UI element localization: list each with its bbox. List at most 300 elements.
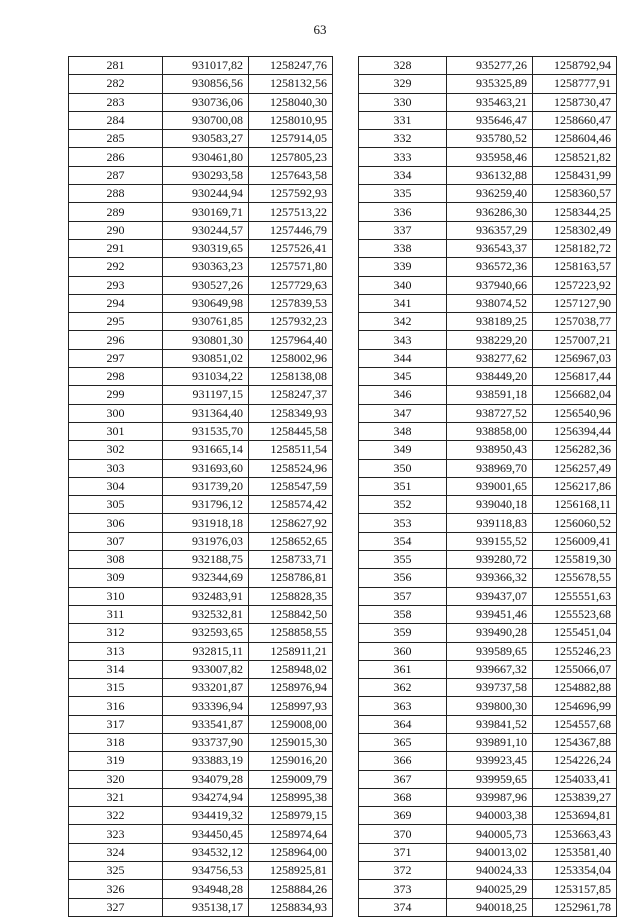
y-coordinate-cell: 1257729,63 (249, 276, 333, 294)
y-coordinate-cell: 1256682,04 (533, 386, 617, 404)
y-coordinate-cell: 1258040,30 (249, 93, 333, 111)
y-coordinate-cell: 1258777,91 (533, 75, 617, 93)
table-row (69, 185, 333, 203)
x-coordinate-cell: 939490,28 (447, 624, 533, 642)
x-coordinate-cell: 939451,46 (447, 605, 533, 623)
coordinates-table-left-body (69, 57, 333, 917)
point-number-cell: 317 (69, 715, 163, 733)
x-coordinate-cell: 938950,43 (447, 441, 533, 459)
point-number-cell: 304 (69, 477, 163, 495)
y-coordinate-cell: 1258964,00 (249, 843, 333, 861)
y-coordinate-cell: 1257571,80 (249, 258, 333, 276)
point-number-cell: 326 (69, 880, 163, 898)
table-row (69, 239, 333, 257)
x-coordinate-cell: 939800,30 (447, 697, 533, 715)
point-number-cell: 289 (69, 203, 163, 221)
table-row (69, 752, 333, 770)
x-coordinate-cell: 939366,32 (447, 569, 533, 587)
table-row (69, 770, 333, 788)
table-row (359, 93, 617, 111)
x-coordinate-cell: 930801,30 (163, 331, 249, 349)
table-row (69, 75, 333, 93)
x-coordinate-cell: 932593,65 (163, 624, 249, 642)
point-number-cell: 282 (69, 75, 163, 93)
y-coordinate-cell: 1259016,20 (249, 752, 333, 770)
point-number-cell: 287 (69, 166, 163, 184)
x-coordinate-cell: 935138,17 (163, 898, 249, 916)
x-coordinate-cell: 934756,53 (163, 862, 249, 880)
table-row (359, 441, 617, 459)
x-coordinate-cell: 939987,96 (447, 788, 533, 806)
table-row (69, 788, 333, 806)
y-coordinate-cell: 1257446,79 (249, 221, 333, 239)
point-number-cell: 338 (359, 239, 447, 257)
table-row (69, 587, 333, 605)
table-row (69, 880, 333, 898)
y-coordinate-cell: 1258660,47 (533, 111, 617, 129)
y-coordinate-cell: 1256257,49 (533, 459, 617, 477)
x-coordinate-cell: 934450,45 (163, 825, 249, 843)
x-coordinate-cell: 930319,65 (163, 239, 249, 257)
point-number-cell: 324 (69, 843, 163, 861)
y-coordinate-cell: 1256394,44 (533, 422, 617, 440)
y-coordinate-cell: 1258302,49 (533, 221, 617, 239)
y-coordinate-cell: 1258997,93 (249, 697, 333, 715)
point-number-cell: 350 (359, 459, 447, 477)
x-coordinate-cell: 931535,70 (163, 422, 249, 440)
y-coordinate-cell: 1252961,78 (533, 898, 617, 916)
x-coordinate-cell: 930244,94 (163, 185, 249, 203)
table-row (359, 313, 617, 331)
point-number-cell: 345 (359, 368, 447, 386)
table-row (359, 422, 617, 440)
y-coordinate-cell: 1258828,35 (249, 587, 333, 605)
table-row (69, 130, 333, 148)
table-row (359, 276, 617, 294)
y-coordinate-cell: 1253663,43 (533, 825, 617, 843)
y-coordinate-cell: 1258138,08 (249, 368, 333, 386)
x-coordinate-cell: 934948,28 (163, 880, 249, 898)
table-row (69, 532, 333, 550)
y-coordinate-cell: 1258445,58 (249, 422, 333, 440)
table-row (69, 569, 333, 587)
point-number-cell: 368 (359, 788, 447, 806)
table-row (359, 532, 617, 550)
table-row (359, 57, 617, 75)
point-number-cell: 367 (359, 770, 447, 788)
y-coordinate-cell: 1258604,46 (533, 130, 617, 148)
table-row (69, 477, 333, 495)
x-coordinate-cell: 932532,81 (163, 605, 249, 623)
y-coordinate-cell: 1254033,41 (533, 770, 617, 788)
point-number-cell: 349 (359, 441, 447, 459)
x-coordinate-cell: 938969,70 (447, 459, 533, 477)
x-coordinate-cell: 940024,33 (447, 862, 533, 880)
x-coordinate-cell: 938858,00 (447, 422, 533, 440)
point-number-cell: 348 (359, 422, 447, 440)
x-coordinate-cell: 940005,73 (447, 825, 533, 843)
y-coordinate-cell: 1258976,94 (249, 679, 333, 697)
table-row (359, 587, 617, 605)
point-number-cell: 299 (69, 386, 163, 404)
y-coordinate-cell: 1257038,77 (533, 313, 617, 331)
point-number-cell: 311 (69, 605, 163, 623)
x-coordinate-cell: 939118,83 (447, 514, 533, 532)
table-row (359, 349, 617, 367)
table-row (359, 880, 617, 898)
table-row (69, 807, 333, 825)
table-row (359, 331, 617, 349)
table-row (69, 551, 333, 569)
table-row (69, 203, 333, 221)
table-row (69, 57, 333, 75)
point-number-cell: 312 (69, 624, 163, 642)
table-row (359, 514, 617, 532)
table-row (359, 166, 617, 184)
x-coordinate-cell: 932483,91 (163, 587, 249, 605)
y-coordinate-cell: 1256967,03 (533, 349, 617, 367)
point-number-cell: 309 (69, 569, 163, 587)
table-row (69, 459, 333, 477)
point-number-cell: 325 (69, 862, 163, 880)
table-row (69, 862, 333, 880)
table-row (69, 441, 333, 459)
table-row (359, 642, 617, 660)
table-row (359, 715, 617, 733)
x-coordinate-cell: 936259,40 (447, 185, 533, 203)
point-number-cell: 308 (69, 551, 163, 569)
point-number-cell: 334 (359, 166, 447, 184)
y-coordinate-cell: 1258925,81 (249, 862, 333, 880)
x-coordinate-cell: 936132,88 (447, 166, 533, 184)
y-coordinate-cell: 1257839,53 (249, 294, 333, 312)
point-number-cell: 307 (69, 532, 163, 550)
table-row (69, 642, 333, 660)
table-row (69, 679, 333, 697)
table-row (69, 368, 333, 386)
y-coordinate-cell: 1257932,23 (249, 313, 333, 331)
y-coordinate-cell: 1258547,59 (249, 477, 333, 495)
x-coordinate-cell: 939589,65 (447, 642, 533, 660)
x-coordinate-cell: 940013,02 (447, 843, 533, 861)
x-coordinate-cell: 939001,65 (447, 477, 533, 495)
x-coordinate-cell: 933007,82 (163, 660, 249, 678)
point-number-cell: 329 (359, 75, 447, 93)
table-row (359, 404, 617, 422)
table-row (359, 496, 617, 514)
x-coordinate-cell: 930461,80 (163, 148, 249, 166)
y-coordinate-cell: 1258792,94 (533, 57, 617, 75)
x-coordinate-cell: 938189,25 (447, 313, 533, 331)
y-coordinate-cell: 1258574,42 (249, 496, 333, 514)
point-number-cell: 322 (69, 807, 163, 825)
table-row (69, 349, 333, 367)
point-number-cell: 284 (69, 111, 163, 129)
table-row (359, 733, 617, 751)
x-coordinate-cell: 939841,52 (447, 715, 533, 733)
x-coordinate-cell: 930856,56 (163, 75, 249, 93)
x-coordinate-cell: 931739,20 (163, 477, 249, 495)
point-number-cell: 373 (359, 880, 447, 898)
x-coordinate-cell: 938229,20 (447, 331, 533, 349)
y-coordinate-cell: 1257223,92 (533, 276, 617, 294)
x-coordinate-cell: 938074,52 (447, 294, 533, 312)
y-coordinate-cell: 1258002,96 (249, 349, 333, 367)
x-coordinate-cell: 935325,89 (447, 75, 533, 93)
x-coordinate-cell: 935780,52 (447, 130, 533, 148)
table-row (359, 459, 617, 477)
x-coordinate-cell: 936357,29 (447, 221, 533, 239)
table-row (359, 843, 617, 861)
table-row (359, 75, 617, 93)
y-coordinate-cell: 1256060,52 (533, 514, 617, 532)
x-coordinate-cell: 939667,32 (447, 660, 533, 678)
point-number-cell: 327 (69, 898, 163, 916)
x-coordinate-cell: 930851,02 (163, 349, 249, 367)
y-coordinate-cell: 1257526,41 (249, 239, 333, 257)
y-coordinate-cell: 1258730,47 (533, 93, 617, 111)
point-number-cell: 362 (359, 679, 447, 697)
y-coordinate-cell: 1258627,92 (249, 514, 333, 532)
point-number-cell: 290 (69, 221, 163, 239)
point-number-cell: 315 (69, 679, 163, 697)
x-coordinate-cell: 931976,03 (163, 532, 249, 550)
point-number-cell: 357 (359, 587, 447, 605)
point-number-cell: 320 (69, 770, 163, 788)
x-coordinate-cell: 931665,14 (163, 441, 249, 459)
x-coordinate-cell: 930169,71 (163, 203, 249, 221)
x-coordinate-cell: 934532,12 (163, 843, 249, 861)
table-row (359, 368, 617, 386)
table-row (69, 221, 333, 239)
y-coordinate-cell: 1255451,04 (533, 624, 617, 642)
x-coordinate-cell: 930527,26 (163, 276, 249, 294)
point-number-cell: 343 (359, 331, 447, 349)
point-number-cell: 336 (359, 203, 447, 221)
point-number-cell: 370 (359, 825, 447, 843)
y-coordinate-cell: 1256282,36 (533, 441, 617, 459)
table-row (359, 203, 617, 221)
y-coordinate-cell: 1258834,93 (249, 898, 333, 916)
point-number-cell: 340 (359, 276, 447, 294)
point-number-cell: 302 (69, 441, 163, 459)
point-number-cell: 363 (359, 697, 447, 715)
y-coordinate-cell: 1258360,57 (533, 185, 617, 203)
point-number-cell: 331 (359, 111, 447, 129)
point-number-cell: 297 (69, 349, 163, 367)
y-coordinate-cell: 1255523,68 (533, 605, 617, 623)
x-coordinate-cell: 934274,94 (163, 788, 249, 806)
x-coordinate-cell: 933737,90 (163, 733, 249, 751)
y-coordinate-cell: 1257805,23 (249, 148, 333, 166)
point-number-cell: 351 (359, 477, 447, 495)
x-coordinate-cell: 930736,06 (163, 93, 249, 111)
x-coordinate-cell: 936543,37 (447, 239, 533, 257)
table-row (359, 624, 617, 642)
point-number-cell: 292 (69, 258, 163, 276)
table-row (69, 294, 333, 312)
y-coordinate-cell: 1255819,30 (533, 551, 617, 569)
point-number-cell: 359 (359, 624, 447, 642)
table-row (69, 843, 333, 861)
y-coordinate-cell: 1259009,79 (249, 770, 333, 788)
point-number-cell: 318 (69, 733, 163, 751)
y-coordinate-cell: 1258652,65 (249, 532, 333, 550)
point-number-cell: 283 (69, 93, 163, 111)
point-number-cell: 339 (359, 258, 447, 276)
y-coordinate-cell: 1258884,26 (249, 880, 333, 898)
point-number-cell: 306 (69, 514, 163, 532)
y-coordinate-cell: 1257643,58 (249, 166, 333, 184)
point-number-cell: 346 (359, 386, 447, 404)
y-coordinate-cell: 1257964,40 (249, 331, 333, 349)
point-number-cell: 310 (69, 587, 163, 605)
table-row (359, 294, 617, 312)
x-coordinate-cell: 939155,52 (447, 532, 533, 550)
table-row (359, 258, 617, 276)
x-coordinate-cell: 932815,11 (163, 642, 249, 660)
table-row (359, 679, 617, 697)
x-coordinate-cell: 930649,98 (163, 294, 249, 312)
table-row (69, 276, 333, 294)
table-row (359, 477, 617, 495)
x-coordinate-cell: 938727,52 (447, 404, 533, 422)
table-row (69, 386, 333, 404)
x-coordinate-cell: 936572,36 (447, 258, 533, 276)
x-coordinate-cell: 933541,87 (163, 715, 249, 733)
point-number-cell: 330 (359, 93, 447, 111)
point-number-cell: 354 (359, 532, 447, 550)
coordinates-table-right (358, 56, 617, 917)
y-coordinate-cell: 1255066,07 (533, 660, 617, 678)
y-coordinate-cell: 1258010,95 (249, 111, 333, 129)
x-coordinate-cell: 938277,62 (447, 349, 533, 367)
point-number-cell: 301 (69, 422, 163, 440)
x-coordinate-cell: 930700,08 (163, 111, 249, 129)
y-coordinate-cell: 1253157,85 (533, 880, 617, 898)
table-row (69, 733, 333, 751)
point-number-cell: 296 (69, 331, 163, 349)
x-coordinate-cell: 939959,65 (447, 770, 533, 788)
table-row (359, 752, 617, 770)
point-number-cell: 328 (359, 57, 447, 75)
y-coordinate-cell: 1258247,76 (249, 57, 333, 75)
y-coordinate-cell: 1256817,44 (533, 368, 617, 386)
table-row (359, 239, 617, 257)
point-number-cell: 288 (69, 185, 163, 203)
point-number-cell: 300 (69, 404, 163, 422)
x-coordinate-cell: 932188,75 (163, 551, 249, 569)
y-coordinate-cell: 1258524,96 (249, 459, 333, 477)
point-number-cell: 293 (69, 276, 163, 294)
y-coordinate-cell: 1258948,02 (249, 660, 333, 678)
coordinates-table-right-body (359, 57, 617, 917)
x-coordinate-cell: 940003,38 (447, 807, 533, 825)
y-coordinate-cell: 1256540,96 (533, 404, 617, 422)
y-coordinate-cell: 1258344,25 (533, 203, 617, 221)
y-coordinate-cell: 1254226,24 (533, 752, 617, 770)
table-row (69, 605, 333, 623)
table-row (69, 93, 333, 111)
y-coordinate-cell: 1257127,90 (533, 294, 617, 312)
y-coordinate-cell: 1258974,64 (249, 825, 333, 843)
point-number-cell: 335 (359, 185, 447, 203)
point-number-cell: 303 (69, 459, 163, 477)
point-number-cell: 333 (359, 148, 447, 166)
point-number-cell: 347 (359, 404, 447, 422)
x-coordinate-cell: 937940,66 (447, 276, 533, 294)
y-coordinate-cell: 1258733,71 (249, 551, 333, 569)
point-number-cell: 314 (69, 660, 163, 678)
x-coordinate-cell: 935463,21 (447, 93, 533, 111)
point-number-cell: 353 (359, 514, 447, 532)
table-row (69, 715, 333, 733)
x-coordinate-cell: 931918,18 (163, 514, 249, 532)
x-coordinate-cell: 938449,20 (447, 368, 533, 386)
x-coordinate-cell: 931364,40 (163, 404, 249, 422)
table-row (359, 569, 617, 587)
y-coordinate-cell: 1258511,54 (249, 441, 333, 459)
x-coordinate-cell: 936286,30 (447, 203, 533, 221)
point-number-cell: 286 (69, 148, 163, 166)
table-row (359, 551, 617, 569)
page-number: 63 (313, 22, 327, 37)
point-number-cell: 321 (69, 788, 163, 806)
point-number-cell: 372 (359, 862, 447, 880)
table-row (359, 221, 617, 239)
x-coordinate-cell: 930293,58 (163, 166, 249, 184)
y-coordinate-cell: 1259015,30 (249, 733, 333, 751)
table-row (69, 404, 333, 422)
y-coordinate-cell: 1254882,88 (533, 679, 617, 697)
y-coordinate-cell: 1257007,21 (533, 331, 617, 349)
table-row (359, 185, 617, 203)
point-number-cell: 281 (69, 57, 163, 75)
y-coordinate-cell: 1258349,93 (249, 404, 333, 422)
table-row (69, 111, 333, 129)
y-coordinate-cell: 1256168,11 (533, 496, 617, 514)
point-number-cell: 298 (69, 368, 163, 386)
x-coordinate-cell: 933396,94 (163, 697, 249, 715)
table-row (359, 660, 617, 678)
x-coordinate-cell: 932344,69 (163, 569, 249, 587)
table-row (69, 166, 333, 184)
x-coordinate-cell: 939437,07 (447, 587, 533, 605)
table-row (359, 605, 617, 623)
point-number-cell: 332 (359, 130, 447, 148)
point-number-cell: 355 (359, 551, 447, 569)
point-number-cell: 316 (69, 697, 163, 715)
table-row (359, 111, 617, 129)
y-coordinate-cell: 1258163,57 (533, 258, 617, 276)
table-row (359, 697, 617, 715)
table-row (359, 825, 617, 843)
y-coordinate-cell: 1253694,81 (533, 807, 617, 825)
table-row (69, 825, 333, 843)
x-coordinate-cell: 935277,26 (447, 57, 533, 75)
table-row (69, 496, 333, 514)
y-coordinate-cell: 1255678,55 (533, 569, 617, 587)
y-coordinate-cell: 1256217,86 (533, 477, 617, 495)
table-row (69, 514, 333, 532)
x-coordinate-cell: 939280,72 (447, 551, 533, 569)
table-row (359, 788, 617, 806)
x-coordinate-cell: 939923,45 (447, 752, 533, 770)
x-coordinate-cell: 931017,82 (163, 57, 249, 75)
y-coordinate-cell: 1255246,23 (533, 642, 617, 660)
table-row (359, 862, 617, 880)
point-number-cell: 285 (69, 130, 163, 148)
